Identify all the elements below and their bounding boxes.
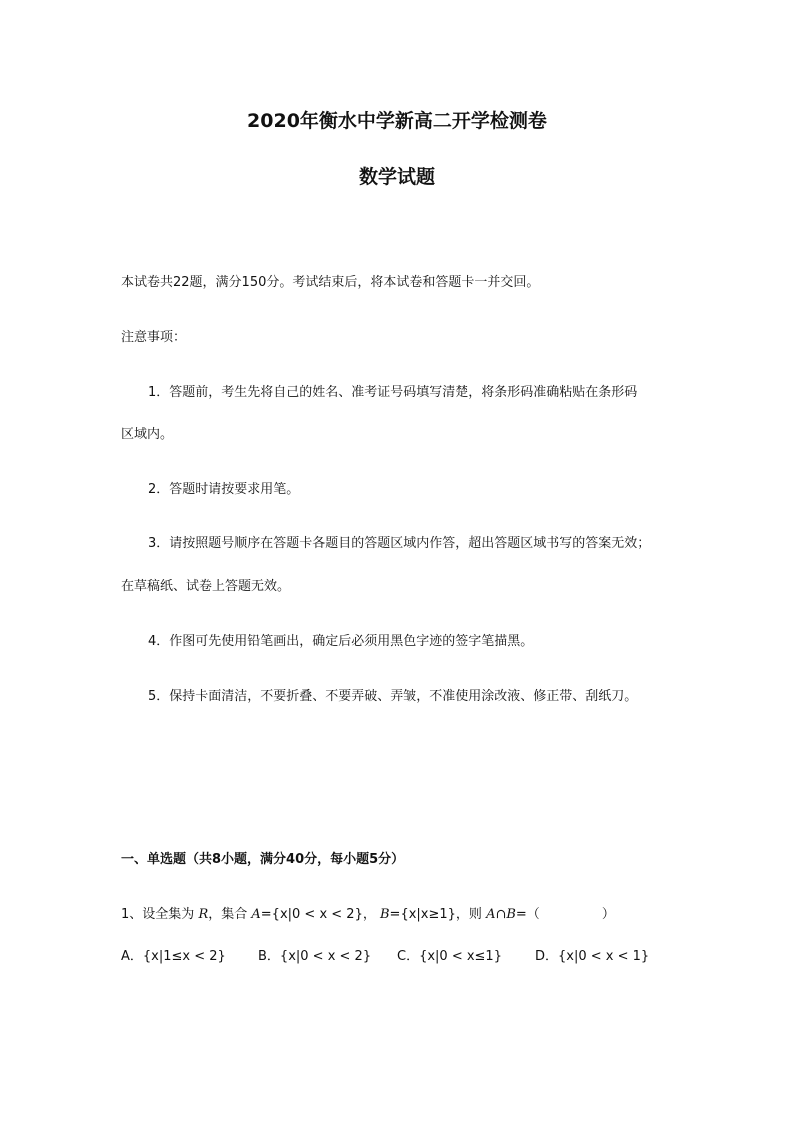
equals-paren: =（: [515, 907, 540, 922]
intersection-expression: A∩B: [486, 907, 516, 922]
notice-1: 1．答题前，考生先将自己的姓名、准考证号码填写清楚，将条形码准确粘贴在条形码: [148, 385, 638, 400]
option-c[interactable]: [397, 948, 502, 966]
universal-set-symbol: R: [198, 907, 209, 922]
option-text: {x|0 < x < 2}: [279, 949, 372, 964]
set-b-symbol: B: [379, 907, 390, 922]
exam-title: 2020年衡水中学新高二开学检测卷: [247, 110, 547, 132]
option-text: {x|0 < x < 1}: [558, 949, 650, 964]
set-b-definition: ={x|x≥1}，则: [389, 907, 482, 922]
stem-text: 设全集为: [142, 907, 195, 922]
exam-subtitle: 数学试题: [358, 166, 435, 188]
option-label: C．: [397, 949, 420, 964]
notice-3: 3．请按照题号顺序在答题卡各题目的答题区域内作答，超出答题区域书写的答案无效；: [148, 536, 651, 551]
option-label: D．: [535, 949, 559, 964]
set-a-definition: ={x|0 < x < 2}，: [260, 907, 376, 922]
option-label: A．: [121, 949, 143, 964]
set-a-symbol: A: [251, 907, 261, 922]
option-a[interactable]: [121, 948, 226, 966]
close-paren: ）: [601, 907, 615, 922]
notice-1-continued: 区域内。: [121, 427, 174, 442]
notice-2: 2．答题时请按要求用笔。: [148, 482, 300, 497]
option-text: {x|1≤x < 2}: [142, 949, 226, 964]
question-1-stem: [121, 906, 615, 924]
notice-heading: 注意事项：: [121, 330, 187, 345]
option-b[interactable]: [258, 948, 371, 966]
option-label: B．: [258, 949, 280, 964]
section-heading: 一、单选题（共8小题，满分40分，每小题5分）: [121, 852, 405, 867]
notice-5: 5．保持卡面清洁，不要折叠、不要弄破、弄皱，不准使用涂改液、修正带、刮纸刀。: [148, 689, 638, 704]
notice-4: 4．作图可先使用铅笔画出，确定后必须用黑色字迹的签字笔描黑。: [148, 634, 534, 649]
option-d[interactable]: [535, 948, 649, 966]
option-text: {x|0 < x≤1}: [419, 949, 502, 964]
stem-text: ，集合: [208, 907, 248, 922]
notice-3-continued: 在草稿纸、试卷上答题无效。: [121, 579, 291, 594]
question-number: 1、: [121, 907, 143, 922]
intro-text: 本试卷共22题，满分150分。考试结束后，将本试卷和答题卡一并交回。: [121, 275, 540, 290]
